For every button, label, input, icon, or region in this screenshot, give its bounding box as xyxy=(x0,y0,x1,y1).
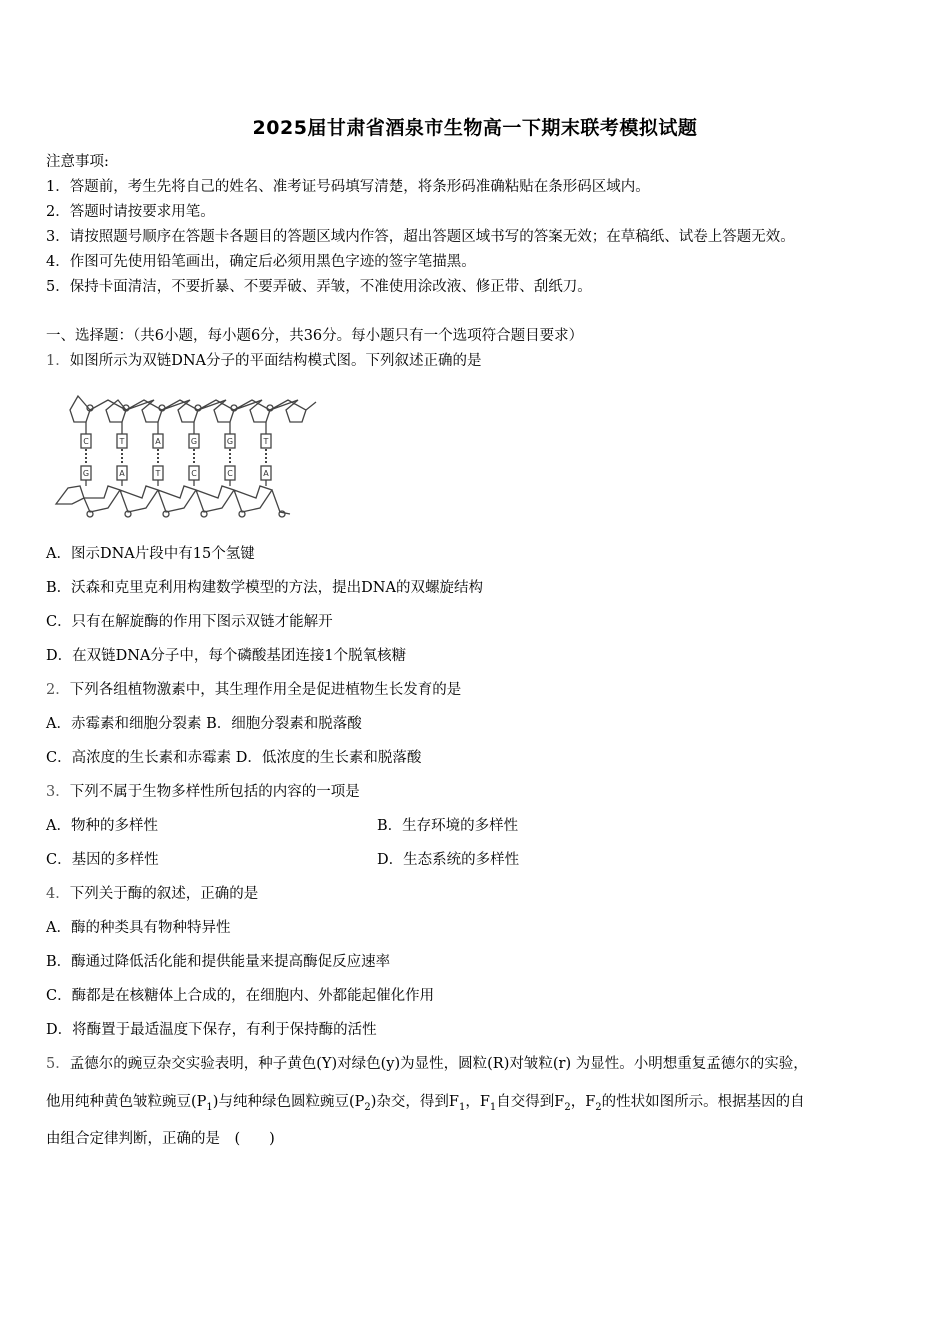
base-label: T xyxy=(155,469,161,478)
notice-heading: 注意事项: xyxy=(46,154,109,170)
base-label: C xyxy=(191,469,197,478)
page-title: 2025届甘肃省酒泉市生物高一下期末联考模拟试题 xyxy=(252,117,698,139)
option-a: A．图示DNA片段中有15个氢键 xyxy=(46,546,255,562)
text-run: 他用纯种黄色皱粒豌豆(P xyxy=(46,1094,207,1110)
subscript: 1 xyxy=(206,1101,213,1113)
base-label: A xyxy=(155,437,161,446)
subscript: 2 xyxy=(564,1101,571,1113)
option-ab: A．赤霉素和细胞分裂素 B．细胞分裂素和脱落酸 xyxy=(46,716,362,732)
question-5-line2 xyxy=(46,1093,805,1117)
base-label: G xyxy=(226,437,234,446)
subscript: 1 xyxy=(489,1101,497,1113)
dna-structure-diagram xyxy=(50,388,325,523)
option-b: B．沃森和克里克利用构建数学模型的方法，提出DNA的双螺旋结构 xyxy=(46,580,483,596)
option-d: D．生态系统的多样性 xyxy=(377,852,520,868)
base-label: A xyxy=(119,469,125,478)
base-label: C xyxy=(227,469,233,478)
question-4 xyxy=(46,885,258,903)
question-number: 1． xyxy=(46,353,70,369)
base-label: G xyxy=(82,469,90,478)
option-c: C．基因的多样性 xyxy=(46,852,159,868)
question-stem: 下列不属于生物多样性所包括的内容的一项是 xyxy=(69,784,360,800)
notice-item: 2．答题时请按要求用笔。 xyxy=(46,204,215,220)
option-cd: C．高浓度的生长素和赤霉素 D．低浓度的生长素和脱落酸 xyxy=(46,750,422,766)
base-label: G xyxy=(190,437,198,446)
text-run: )与纯种绿色圆粒豌豆(P xyxy=(212,1094,365,1110)
notice-item: 4．作图可先使用铅笔画出，确定后必须用黑色字迹的签字笔描黑。 xyxy=(46,254,476,270)
option-c: C．只有在解旋酶的作用下图示双链才能解开 xyxy=(46,614,333,630)
question-stem-line1: 孟德尔的豌豆杂交实验表明，种子黄色(Y)对绿色(y)为显性，圆粒(R)对皱粒(r) 为显性。小明想重复孟德尔的实验， xyxy=(69,1056,808,1072)
subscript: 2 xyxy=(364,1101,371,1113)
question-5 xyxy=(46,1055,808,1073)
subscript: 1 xyxy=(458,1101,466,1113)
question-stem: 下列关于酶的叙述，正确的是 xyxy=(69,886,259,902)
question-5-line3: 由组合定律判断，正确的是 ( ) xyxy=(46,1131,275,1147)
text-run: 的性状如图所示。根据基因的自 xyxy=(601,1094,805,1110)
question-number: 4． xyxy=(46,886,70,902)
option-b: B．酶通过降低活化能和提供能量来提高酶促反应速率 xyxy=(46,954,391,970)
question-1 xyxy=(46,352,482,370)
option-a: A．物种的多样性 xyxy=(46,818,158,834)
question-stem: 下列各组植物激素中，其生理作用全是促进植物生长发育的是 xyxy=(69,682,462,698)
question-3 xyxy=(46,783,360,801)
option-d: D．在双链DNA分子中，每个磷酸基团连接1个脱氧核糖 xyxy=(46,648,407,664)
base-label: T xyxy=(119,437,125,446)
question-number: 5． xyxy=(46,1056,70,1072)
text-run: ，F xyxy=(465,1094,490,1110)
section-heading: 一、选择题：（共6小题，每小题6分，共36分。每小题只有一个选项符合题目要求） xyxy=(46,328,584,344)
option-d: D．将酶置于最适温度下保存，有利于保持酶的活性 xyxy=(46,1022,377,1038)
text-run: ，F xyxy=(570,1094,596,1110)
question-number: 2． xyxy=(46,682,70,698)
option-b: B．生存环境的多样性 xyxy=(377,818,519,834)
text-run: 自交得到F xyxy=(496,1094,565,1110)
notice-item: 3．请按照题号顺序在答题卡各题目的答题区域内作答，超出答题区域书写的答案无效；在草稿纸、试卷上答题无效。 xyxy=(46,229,795,245)
option-c: C．酶都是在核糖体上合成的，在细胞内、外都能起催化作用 xyxy=(46,988,435,1004)
notice-item: 1．答题前，考生先将自己的姓名、准考证号码填写清楚，将条形码准确粘贴在条形码区域内。 xyxy=(46,179,650,195)
text-run: )杂交，得到F xyxy=(370,1094,459,1110)
notice-item: 5．保持卡面清洁，不要折暴、不要弄破、弄皱，不准使用涂改液、修正带、刮纸刀。 xyxy=(46,279,592,295)
option-a: A．酶的种类具有物种特异性 xyxy=(46,920,231,936)
question-2 xyxy=(46,681,461,699)
question-number: 3． xyxy=(46,784,70,800)
subscript: 2 xyxy=(595,1101,602,1113)
question-stem: 如图所示为双链DNA分子的平面结构模式图。下列叙述正确的是 xyxy=(69,353,482,369)
base-label: T xyxy=(263,437,269,446)
base-label: A xyxy=(263,469,269,478)
base-label: C xyxy=(83,437,89,446)
